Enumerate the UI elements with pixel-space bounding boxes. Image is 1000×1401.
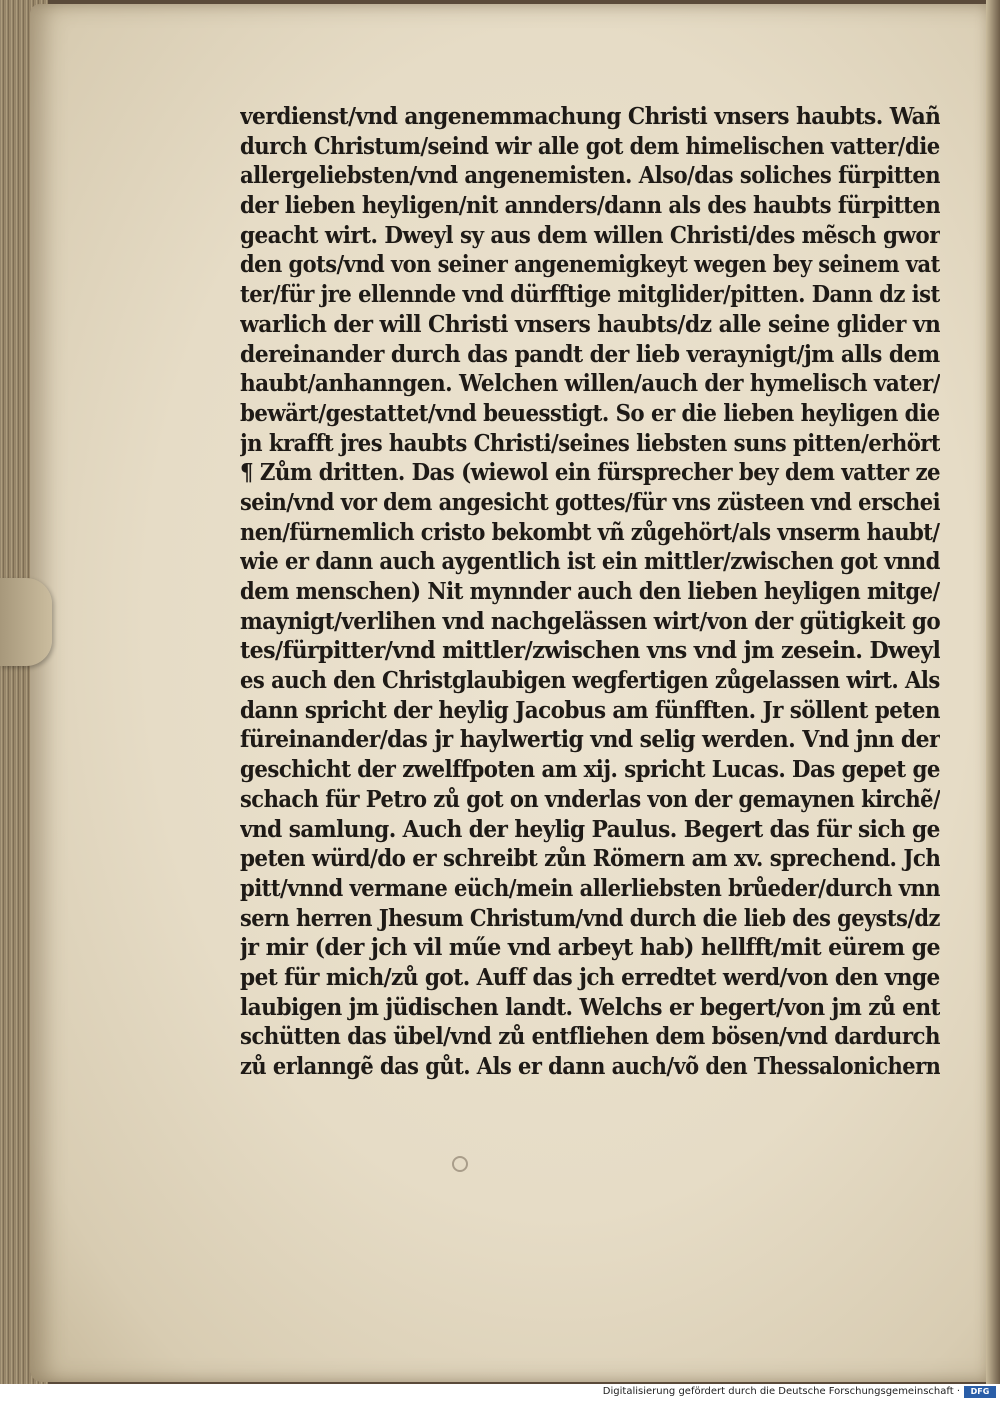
text-line: ter/für jre ellennde vnd dürfftige mitglider/pitten. Dann dz ist (240, 281, 940, 309)
text-line: tes/fürpitter/vnd mittler/zwischen vns vnd jm zesein. Dweyl (240, 637, 941, 665)
text-line: sern herren Jhesum Christum/vnd durch die lieb des geysts/dz (240, 904, 940, 932)
text-line: jn krafft jres haubts Christi/seines liebsten suns pitten/erhört (240, 429, 941, 457)
text-line: geacht wirt. Dweyl sy aus dem willen Christi/des mẽsch gwor (240, 221, 940, 249)
text-line: sein/vnd vor dem angesicht gottes/für vns züsteen vnd erschei (240, 488, 940, 516)
text-line: pitt/vnnd vermane eüch/mein allerliebsten brůeder/durch vnn (240, 874, 940, 902)
text-line: vnd samlung. Auch der heylig Paulus. Begert das für sich ge (240, 815, 940, 843)
text-line: es auch den Christglaubigen wegfertigen zůgelassen wirt. Als (240, 667, 940, 695)
text-line: maynigt/verlihen vnd nachgelässen wirt/von der gütigkeit go (240, 607, 941, 635)
text-line: nen/fürnemlich cristo bekombt vñ zůgehört/als vnserm haubt/ (240, 518, 940, 546)
text-line: pet für mich/zů got. Auff das jch erredtet werd/von den vnge (240, 963, 940, 991)
text-line: peten würd/do er schreibt zůn Römern am xv. sprechend. Jch (240, 845, 941, 873)
text-line: dann spricht der heylig Jacobus am fünfften. Jr söllent peten (240, 696, 940, 724)
text-line: ¶ Zům dritten. Das (wiewol ein fürsprecher bey dem vatter ze (240, 459, 941, 487)
text-line: dereinander durch das pandt der lieb veraynigt/jm alls dem (240, 340, 940, 368)
dfg-logo: DFG (964, 1386, 996, 1398)
text-line: schütten das übel/vnd zů entfliehen dem bösen/vnd dardurch (240, 1023, 940, 1051)
page-body-text (240, 102, 940, 1082)
funding-credit: Digitalisierung gefördert durch die Deutsche Forschungsgemeinschaft · (602, 1386, 960, 1397)
text-line: durch Christum/seind wir alle got dem himelischen vatter/die (240, 132, 940, 160)
text-line: der lieben heyligen/nit annders/dann als des haubts fürpitten (240, 192, 940, 220)
text-line: geschicht der zwelffpoten am xij. spricht Lucas. Das gepet ge (240, 756, 940, 784)
text-line: den gots/vnd von seiner angenemigkeyt wegen bey seinem vat (240, 251, 940, 279)
text-line: dem menschen) Nit mynnder auch den lieben heyligen mitge/ (240, 578, 940, 605)
text-line: allergeliebsten/vnd angenemisten. Also/das soliches fürpitten (240, 162, 941, 190)
text-line: warlich der will Christi vnsers haubts/dz alle seine glider vn (240, 310, 941, 338)
text-line: bewärt/gestattet/vnd beuesstigt. So er die lieben heyligen die (240, 399, 940, 427)
book-right-edge (986, 0, 1000, 1384)
text-line: wie er dann auch aygentlich ist ein mittler/zwischen got vnnd (240, 548, 940, 576)
text-line: haubt/anhanngen. Welchen willen/auch der hymelisch vater/ (240, 370, 940, 398)
text-line: verdienst/vnd angenemmachung Christi vnsers haubts. Wañ (240, 103, 941, 130)
text-line: laubigen jm jüdischen landt. Welchs er begert/von jm zů ent (240, 993, 941, 1021)
page-tab-marker (0, 578, 52, 666)
text-line: jr mir (der jch vil műe vnd arbeyt hab) hellfft/mit eürem ge (240, 934, 940, 962)
paper-smudge-mark (452, 1156, 468, 1172)
text-line: füreinander/das jr haylwertig vnd selig werden. Vnd jnn der (240, 726, 941, 754)
text-line: schach für Petro zů got on vnderlas von der gemaynen kirchẽ/ (240, 785, 940, 813)
text-line: zů erlanngẽ das gůt. Als er dann auch/võ den Thessalonichern (240, 1053, 940, 1080)
